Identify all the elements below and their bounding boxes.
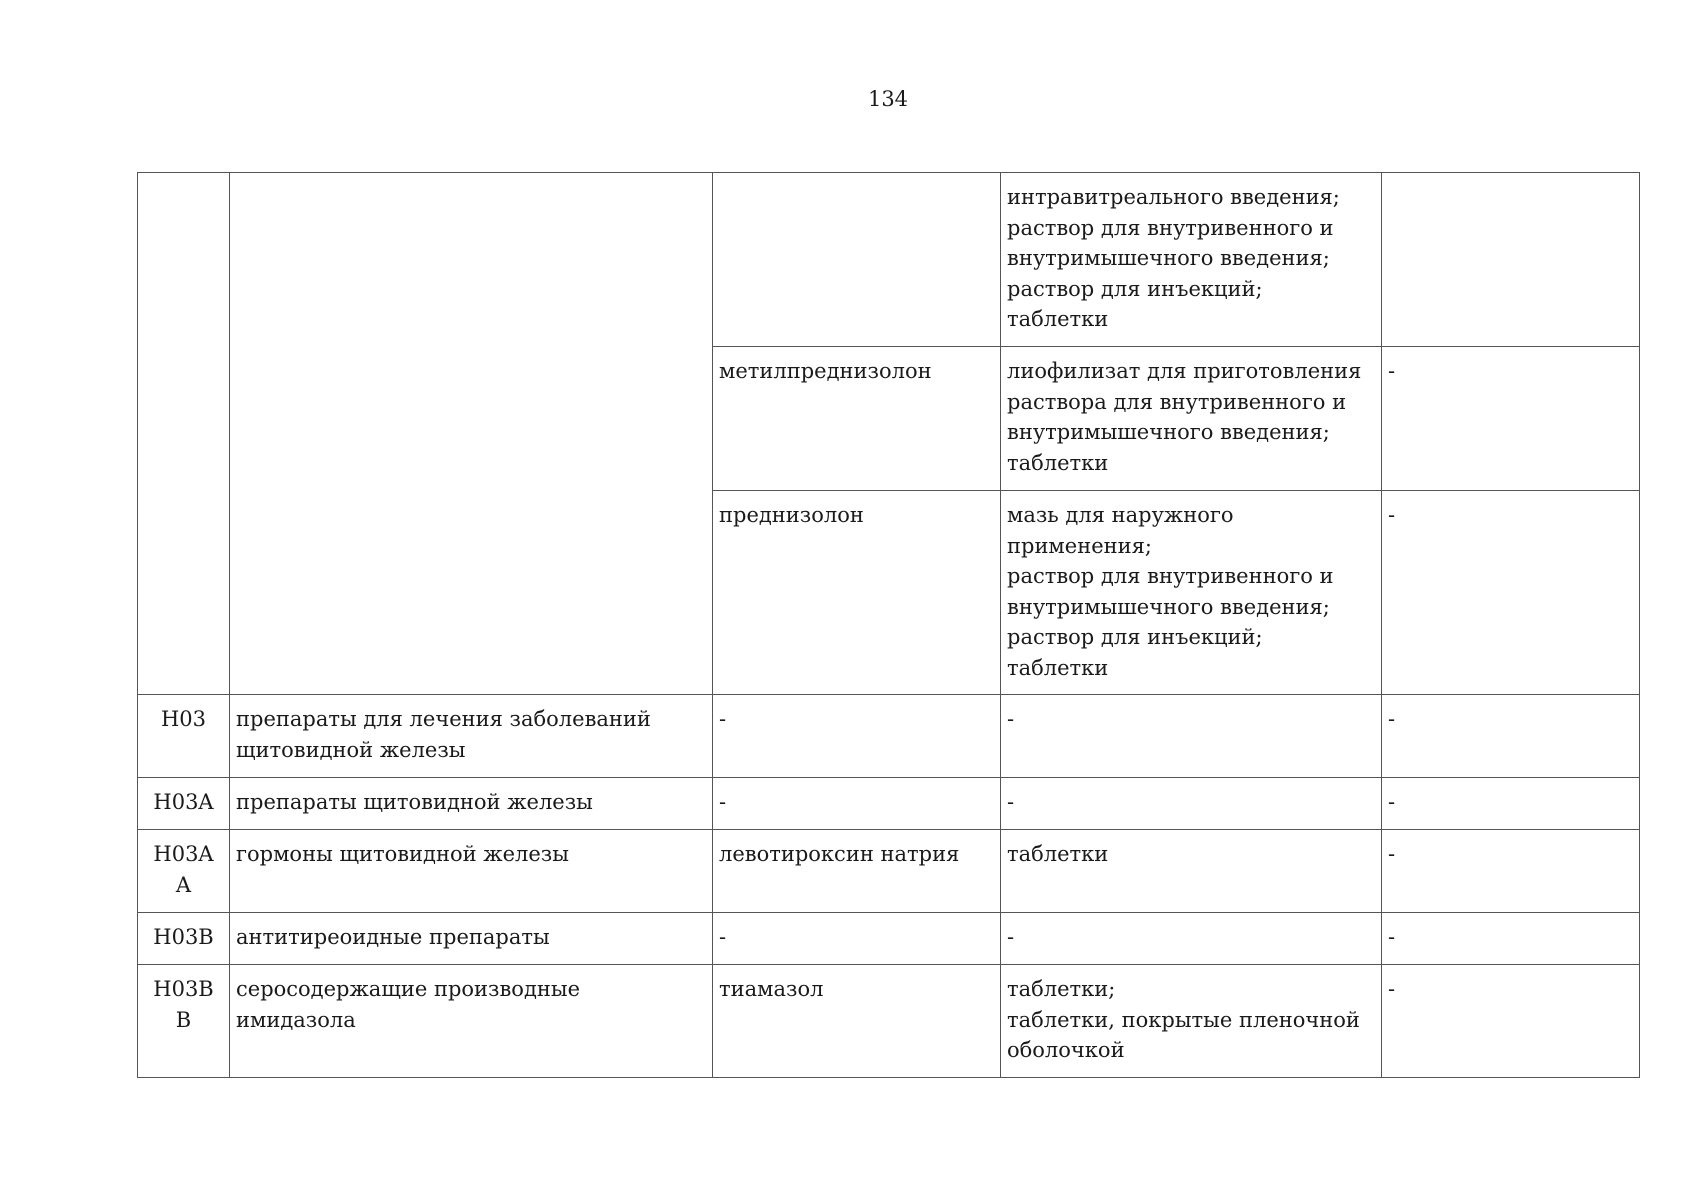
page-number: 134 bbox=[867, 87, 909, 111]
dosage-form-line: раствор для внутривенного и bbox=[1007, 215, 1334, 240]
dosage-form-line: таблетки, покрытые пленочной bbox=[1007, 1007, 1360, 1032]
dosage-form-line: - bbox=[1007, 707, 1015, 731]
group-name-cell bbox=[230, 830, 713, 913]
dosage-form-line: внутримышечного введения; bbox=[1007, 594, 1330, 619]
dosage-form-line: применения; bbox=[1007, 533, 1152, 558]
group-name-cell bbox=[230, 965, 713, 1078]
note-cell: - bbox=[1382, 778, 1640, 830]
note-cell: - bbox=[1382, 347, 1640, 491]
drug-name-cell: - bbox=[713, 913, 1001, 965]
group-name-line: препараты для лечения заболеваний bbox=[236, 707, 651, 731]
atc-code-cell: H03B bbox=[138, 913, 230, 965]
dosage-form-line: раствора для внутривенного и bbox=[1007, 389, 1347, 414]
atc-code-line: H03B bbox=[153, 977, 214, 1001]
dosage-form-line: оболочкой bbox=[1007, 1038, 1125, 1062]
group-name-line: препараты щитовидной железы bbox=[236, 790, 593, 814]
dosage-forms-cell bbox=[1001, 913, 1382, 965]
note-cell bbox=[1382, 173, 1640, 347]
drug-name-cell: тиамазол bbox=[713, 965, 1001, 1078]
dosage-form-line: - bbox=[1007, 790, 1015, 814]
note-cell: - bbox=[1382, 695, 1640, 778]
group-name-line: щитовидной железы bbox=[236, 737, 466, 762]
dosage-forms-cell bbox=[1001, 778, 1382, 830]
atc-code-cell bbox=[138, 965, 230, 1078]
note-cell: - bbox=[1382, 830, 1640, 913]
table-row bbox=[138, 913, 1640, 965]
dosage-forms-cell bbox=[1001, 830, 1382, 913]
dosage-form-line: раствор для внутривенного и bbox=[1007, 564, 1334, 588]
dosage-form-line: внутримышечного введения; bbox=[1007, 246, 1330, 270]
dosage-forms-cell bbox=[1001, 347, 1382, 491]
dosage-form-line: интравитреального введения; bbox=[1007, 185, 1340, 209]
table-row bbox=[138, 830, 1640, 913]
dosage-form-line: таблетки bbox=[1007, 655, 1109, 680]
drug-name-cell: левотироксин натрия bbox=[713, 830, 1001, 913]
drug-classification-table bbox=[137, 172, 1640, 1078]
drug-name-cell: преднизолон bbox=[713, 491, 1001, 695]
dosage-form-line: лиофилизат для приготовления bbox=[1007, 359, 1362, 383]
dosage-form-line: раствор для инъекций; bbox=[1007, 276, 1263, 301]
drug-name-cell: - bbox=[713, 695, 1001, 778]
table-row bbox=[138, 173, 1640, 347]
note-cell: - bbox=[1382, 965, 1640, 1078]
group-name-cell bbox=[230, 913, 713, 965]
group-name-line: серосодержащие производные имидазола bbox=[236, 977, 581, 1032]
drug-name-cell: - bbox=[713, 778, 1001, 830]
dosage-form-line: таблетки bbox=[1007, 842, 1109, 866]
dosage-forms-cell bbox=[1001, 695, 1382, 778]
drug-name-cell bbox=[713, 173, 1001, 347]
note-cell: - bbox=[1382, 491, 1640, 695]
table-row bbox=[138, 695, 1640, 778]
group-name-line: антитиреоидные препараты bbox=[236, 925, 550, 949]
drug-name-cell: метилпреднизолон bbox=[713, 347, 1001, 491]
group-name-cell bbox=[230, 173, 713, 695]
group-name-line: гормоны щитовидной железы bbox=[236, 842, 569, 866]
dosage-form-line: таблетки bbox=[1007, 450, 1109, 475]
table-row bbox=[138, 778, 1640, 830]
group-name-cell bbox=[230, 695, 713, 778]
dosage-form-line: - bbox=[1007, 925, 1015, 949]
table-row bbox=[138, 965, 1640, 1078]
dosage-form-line: внутримышечного введения; bbox=[1007, 420, 1330, 444]
atc-code-line: B bbox=[175, 1007, 192, 1032]
dosage-forms-cell bbox=[1001, 491, 1382, 695]
dosage-form-line: таблетки bbox=[1007, 307, 1109, 331]
atc-code-cell: H03A bbox=[138, 778, 230, 830]
atc-code-cell: H03 bbox=[138, 695, 230, 778]
dosage-forms-cell bbox=[1001, 173, 1382, 347]
dosage-forms-cell bbox=[1001, 965, 1382, 1078]
dosage-form-line: мазь для наружного bbox=[1007, 503, 1234, 527]
note-cell: - bbox=[1382, 913, 1640, 965]
dosage-form-line: раствор для инъекций; bbox=[1007, 625, 1263, 649]
atc-code-line: A bbox=[175, 872, 192, 897]
group-name-cell bbox=[230, 778, 713, 830]
atc-code-cell bbox=[138, 830, 230, 913]
atc-code-line: H03A bbox=[153, 842, 214, 866]
atc-code-cell bbox=[138, 173, 230, 695]
dosage-form-line: таблетки; bbox=[1007, 977, 1116, 1001]
